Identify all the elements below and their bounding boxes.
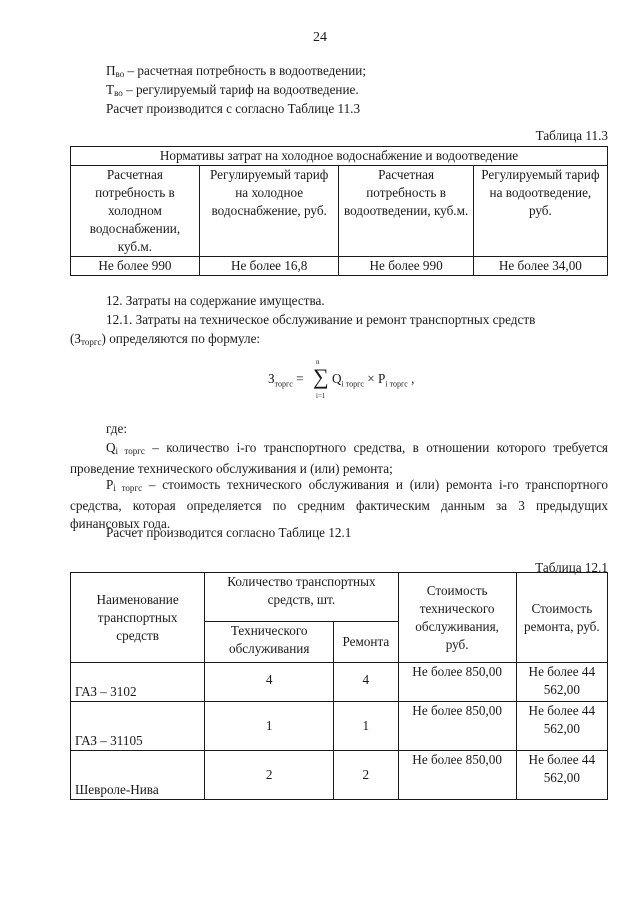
table-row bbox=[71, 257, 608, 276]
table-11-3-title: Нормативы затрат на холодное водоснабжение и водоотведение bbox=[71, 147, 608, 166]
intro-line-2: $Т_{во}$ – регулируемый тариф на водоотведение. bbox=[106, 82, 359, 98]
table-cell: Не более 34,00 bbox=[473, 257, 607, 276]
section-12-1-line-2: $(З_{торгс})$ определяются по формуле: bbox=[70, 331, 261, 347]
column-header-sewage-tariff: Регулируемый тариф на водоотведение, руб. bbox=[473, 166, 607, 257]
calc-note-12-1: Расчет производится согласно Таблице 12.1 bbox=[106, 525, 352, 540]
table-11-3-caption: Таблица 11.3 bbox=[535, 128, 608, 143]
page-number: 24 bbox=[313, 30, 327, 45]
column-header-sewage-need: Расчетная потребность в водоотведении, куб.м. bbox=[339, 166, 473, 257]
table-columns-row bbox=[71, 166, 608, 257]
table-cell: Не более 16,8 bbox=[199, 257, 339, 276]
table-12-1-caption: Таблица 12.1 bbox=[535, 560, 608, 575]
intro-line-3: Расчет производится с согласно Таблице 11.3 bbox=[106, 101, 361, 116]
table-cell: Не более 990 bbox=[71, 257, 200, 276]
repair-count: 1 bbox=[334, 702, 398, 751]
table-cell: Не более 990 bbox=[339, 257, 473, 276]
table-header-row bbox=[71, 573, 608, 622]
where-p-definition: $P_{i торгс}$ – стоимость технического обслуживания и (или) ремонта i-го транспортного средства, которая определяется по средним фактическим данным за 3 предыдущих финансовых года. bbox=[70, 477, 608, 531]
column-header-repair-cost: Стоимость ремонта, руб. bbox=[516, 573, 607, 663]
column-header-quantity-repair: Ремонта bbox=[334, 622, 398, 663]
repair-cost: Не более 44 562,00 bbox=[516, 663, 607, 702]
column-header-water-need: Расчетная потребность в холодном водоснабжении, куб.м. bbox=[71, 166, 200, 257]
repair-cost: Не более 44 562,00 bbox=[516, 702, 607, 751]
table-header-row bbox=[71, 147, 608, 166]
column-header-water-tariff: Регулируемый тариф на холодное водоснабжение, руб. bbox=[199, 166, 339, 257]
section-12-1-line-1: 12.1. Затраты на техническое обслуживание и ремонт транспортных средств bbox=[106, 312, 536, 327]
service-count: 4 bbox=[205, 663, 334, 702]
service-cost: Не более 850,00 bbox=[398, 751, 516, 800]
vehicle-name: Шевроле-Нива bbox=[71, 751, 205, 800]
formula-lhs: $З_{торгс}$ = bbox=[268, 371, 304, 389]
column-header-quantity-service: Технического обслуживания bbox=[205, 622, 334, 663]
service-count: 1 bbox=[205, 702, 334, 751]
repair-count: 2 bbox=[334, 751, 398, 800]
column-header-quantity: Количество транспортных средств, шт. bbox=[205, 573, 398, 622]
vehicle-name: ГАЗ – 3102 bbox=[71, 663, 205, 702]
where-q-definition: $Q_{i торгс}$ – количество i-го транспортного средства, в отношении которого требуется проведение технического обслуживания и (или) ремонта; bbox=[70, 440, 608, 476]
formula-rhs: $Q_{i торгс} \times P_{i торгс}$ , bbox=[332, 371, 415, 389]
service-cost: Не более 850,00 bbox=[398, 663, 516, 702]
service-count: 2 bbox=[205, 751, 334, 800]
sigma-symbol: n ∑ i=1 bbox=[313, 358, 329, 400]
intro-line-1: $П_{во}$ – расчетная потребность в водоотведении; bbox=[106, 63, 367, 79]
repair-cost: Не более 44 562,00 bbox=[516, 751, 607, 800]
table-11-3 bbox=[70, 146, 608, 276]
table-row bbox=[71, 663, 608, 702]
vehicle-name: ГАЗ – 31105 bbox=[71, 702, 205, 751]
section-12-heading: 12. Затраты на содержание имущества. bbox=[106, 293, 325, 308]
table-12-1 bbox=[70, 572, 608, 800]
table-row bbox=[71, 751, 608, 800]
column-header-service-cost: Стоимость технического обслуживания, руб. bbox=[398, 573, 516, 663]
column-header-vehicle-name: Наименование транспортных средств bbox=[71, 573, 205, 663]
repair-count: 4 bbox=[334, 663, 398, 702]
service-cost: Не более 850,00 bbox=[398, 702, 516, 751]
table-row bbox=[71, 702, 608, 751]
where-label: где: bbox=[106, 421, 127, 436]
